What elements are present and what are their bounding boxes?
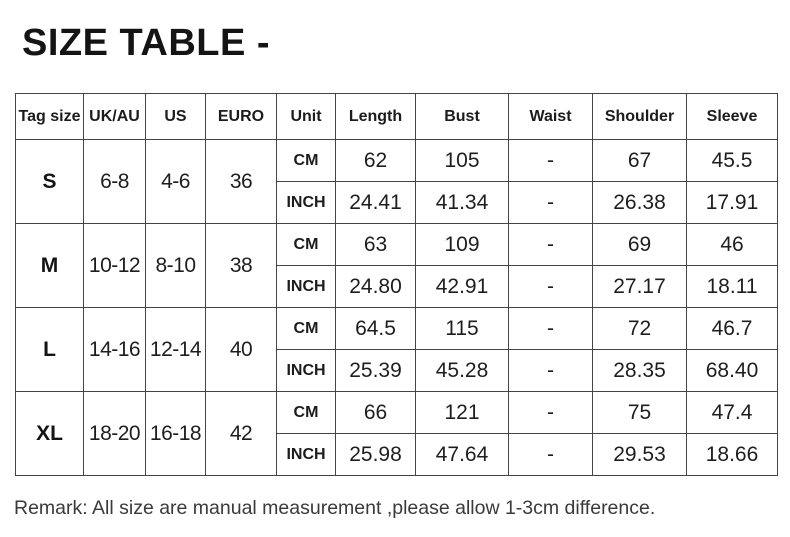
- shoulder-cell: 69: [593, 224, 687, 266]
- waist-cell: -: [509, 182, 593, 224]
- length-cell: 24.80: [336, 266, 416, 308]
- shoulder-cell: 75: [593, 392, 687, 434]
- us-cell: 4-6: [146, 140, 206, 224]
- length-cell: 63: [336, 224, 416, 266]
- sleeve-cell: 18.66: [687, 434, 778, 476]
- unit-cell: INCH: [277, 266, 336, 308]
- header-unit: Unit: [277, 94, 336, 140]
- us-cell: 12-14: [146, 308, 206, 392]
- shoulder-cell: 29.53: [593, 434, 687, 476]
- length-cell: 24.41: [336, 182, 416, 224]
- length-cell: 64.5: [336, 308, 416, 350]
- header-us: US: [146, 94, 206, 140]
- table-row: [16, 140, 778, 182]
- euro-cell: 42: [206, 392, 277, 476]
- shoulder-cell: 67: [593, 140, 687, 182]
- header-tag-size: Tag size: [16, 94, 84, 140]
- header-bust: Bust: [416, 94, 509, 140]
- tag-size-cell: L: [16, 308, 84, 392]
- bust-cell: 45.28: [416, 350, 509, 392]
- sleeve-cell: 47.4: [687, 392, 778, 434]
- unit-cell: CM: [277, 308, 336, 350]
- sleeve-cell: 45.5: [687, 140, 778, 182]
- bust-cell: 109: [416, 224, 509, 266]
- tag-size-cell: S: [16, 140, 84, 224]
- bust-cell: 47.64: [416, 434, 509, 476]
- remark-text: Remark: All size are manual measurement ,please allow 1-3cm difference.: [14, 497, 656, 519]
- length-cell: 66: [336, 392, 416, 434]
- waist-cell: -: [509, 350, 593, 392]
- shoulder-cell: 72: [593, 308, 687, 350]
- euro-cell: 40: [206, 308, 277, 392]
- waist-cell: -: [509, 224, 593, 266]
- euro-cell: 36: [206, 140, 277, 224]
- shoulder-cell: 26.38: [593, 182, 687, 224]
- table-row: [16, 392, 778, 434]
- waist-cell: -: [509, 266, 593, 308]
- table-row: [16, 224, 778, 266]
- unit-cell: CM: [277, 140, 336, 182]
- unit-cell: CM: [277, 224, 336, 266]
- table-row: [16, 308, 778, 350]
- header-uk-au: UK/AU: [84, 94, 146, 140]
- uk-au-cell: 18-20: [84, 392, 146, 476]
- table-body: [16, 140, 778, 476]
- tag-size-cell: XL: [16, 392, 84, 476]
- waist-cell: -: [509, 434, 593, 476]
- sleeve-cell: 17.91: [687, 182, 778, 224]
- header-sleeve: Sleeve: [687, 94, 778, 140]
- uk-au-cell: 10-12: [84, 224, 146, 308]
- bust-cell: 105: [416, 140, 509, 182]
- waist-cell: -: [509, 140, 593, 182]
- length-cell: 25.39: [336, 350, 416, 392]
- unit-cell: CM: [277, 392, 336, 434]
- bust-cell: 121: [416, 392, 509, 434]
- unit-cell: INCH: [277, 434, 336, 476]
- bust-cell: 115: [416, 308, 509, 350]
- header-shoulder: Shoulder: [593, 94, 687, 140]
- unit-cell: INCH: [277, 182, 336, 224]
- size-table: [15, 93, 778, 476]
- us-cell: 16-18: [146, 392, 206, 476]
- shoulder-cell: 28.35: [593, 350, 687, 392]
- euro-cell: 38: [206, 224, 277, 308]
- waist-cell: -: [509, 392, 593, 434]
- page-title: SIZE TABLE -: [22, 22, 271, 64]
- unit-cell: INCH: [277, 350, 336, 392]
- sleeve-cell: 68.40: [687, 350, 778, 392]
- shoulder-cell: 27.17: [593, 266, 687, 308]
- tag-size-cell: M: [16, 224, 84, 308]
- bust-cell: 41.34: [416, 182, 509, 224]
- bust-cell: 42.91: [416, 266, 509, 308]
- table-header-row: [16, 94, 778, 140]
- waist-cell: -: [509, 308, 593, 350]
- sleeve-cell: 46: [687, 224, 778, 266]
- sleeve-cell: 18.11: [687, 266, 778, 308]
- length-cell: 25.98: [336, 434, 416, 476]
- header-euro: EURO: [206, 94, 277, 140]
- header-length: Length: [336, 94, 416, 140]
- us-cell: 8-10: [146, 224, 206, 308]
- header-waist: Waist: [509, 94, 593, 140]
- uk-au-cell: 14-16: [84, 308, 146, 392]
- uk-au-cell: 6-8: [84, 140, 146, 224]
- length-cell: 62: [336, 140, 416, 182]
- sleeve-cell: 46.7: [687, 308, 778, 350]
